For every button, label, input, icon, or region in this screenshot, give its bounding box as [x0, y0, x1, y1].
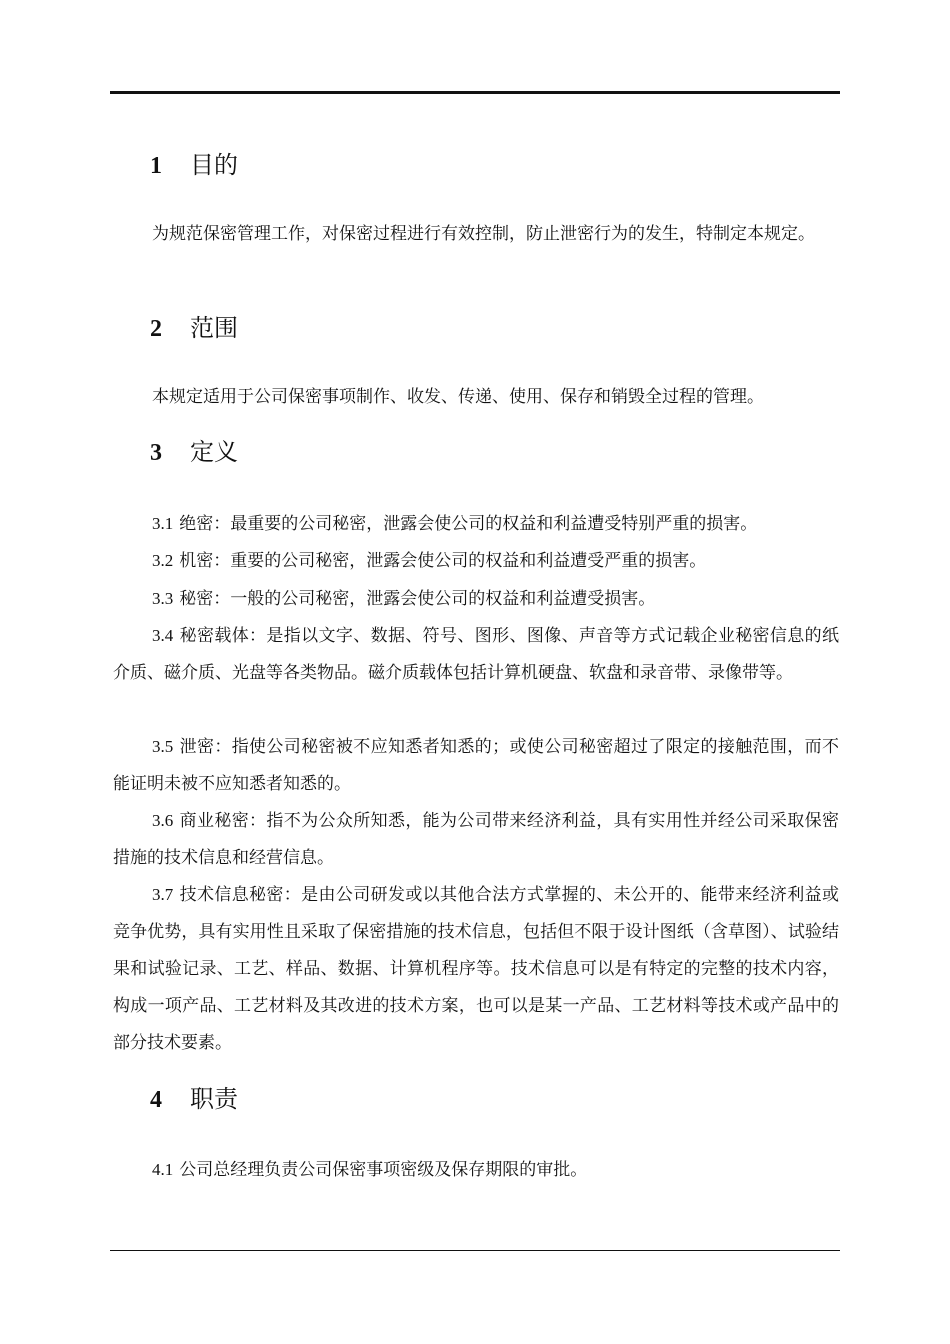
- clause-3-1: [113, 505, 839, 543]
- section-title: 定义: [190, 438, 238, 466]
- clause-number: 3.5: [152, 737, 174, 756]
- clause-text: 秘密：一般的公司秘密，泄露会使公司的权益和利益遭受损害。: [179, 589, 656, 609]
- clause-text: 商业秘密：指不为公众所知悉，能为公司带来经济利益，具有实用性并经公司采取保密措施的技术信息和经营信息。: [113, 811, 839, 868]
- paragraph-text: 本规定适用于公司保密事项制作、收发、传递、使用、保存和销毁全过程的管理。: [152, 387, 764, 407]
- clause-number: 4.1: [152, 1160, 174, 1179]
- clause-number: 3.2: [152, 551, 174, 570]
- clause-4-1: [113, 1151, 839, 1189]
- section-heading-1: [150, 150, 238, 181]
- clause-number: 3.6: [152, 811, 174, 830]
- section-number: 4: [150, 1087, 162, 1113]
- section-number: 3: [150, 440, 162, 466]
- paragraph: [113, 379, 839, 416]
- clause-text: 泄密：指使公司秘密被不应知悉者知悉的；或使公司秘密超过了限定的接触范围，而不能证明未被不应知悉者知悉的。: [113, 737, 839, 794]
- clause-3-4: [113, 617, 839, 692]
- clause-3-3: [113, 580, 839, 618]
- clause-3-5: [113, 728, 839, 803]
- clause-number: 3.4: [152, 626, 174, 645]
- clause-3-6: [113, 802, 839, 877]
- header-rule: [110, 91, 840, 94]
- section-heading-2: [150, 313, 238, 344]
- section-heading-3: [150, 437, 238, 468]
- section-title: 职责: [190, 1085, 238, 1113]
- paragraph: [113, 216, 839, 253]
- clause-3-2: [113, 542, 839, 580]
- paragraph-text: 为规范保密管理工作，对保密过程进行有效控制，防止泄密行为的发生，特制定本规定。: [152, 224, 815, 244]
- section-title: 范围: [190, 314, 238, 342]
- clause-text: 秘密载体：是指以文字、数据、符号、图形、图像、声音等方式记载企业秘密信息的纸介质、磁介质、光盘等各类物品。磁介质载体包括计算机硬盘、软盘和录音带、录像带等。: [113, 626, 839, 683]
- clause-text: 公司总经理负责公司保密事项密级及保存期限的审批。: [179, 1160, 588, 1180]
- clause-text: 绝密：最重要的公司秘密，泄露会使公司的权益和利益遭受特别严重的损害。: [179, 514, 758, 534]
- clause-text: 技术信息秘密：是由公司研发或以其他合法方式掌握的、未公开的、能带来经济利益或竞争优势，具有实用性且采取了保密措施的技术信息，包括但不限于设计图纸（含草图）、试验结果和试验记录、工艺、样品、数据、计算机程序等。技术信息可以是有特定的完整的技术内容，构成一项产品、工艺材料及其改进的技术方案，也可以是某一产品、工艺材料等技术或产品中的部分技术要素。: [113, 885, 839, 1053]
- section-number: 2: [150, 316, 162, 342]
- clause-number: 3.3: [152, 589, 174, 608]
- clause-number: 3.1: [152, 514, 174, 533]
- section-number: 1: [150, 153, 162, 179]
- section-heading-4: [150, 1084, 238, 1115]
- clause-text: 机密：重要的公司秘密，泄露会使公司的权益和利益遭受严重的损害。: [179, 551, 707, 571]
- clause-3-7: [113, 876, 839, 1062]
- footer-rule: [110, 1250, 840, 1251]
- section-title: 目的: [190, 151, 238, 179]
- clause-number: 3.7: [152, 885, 174, 904]
